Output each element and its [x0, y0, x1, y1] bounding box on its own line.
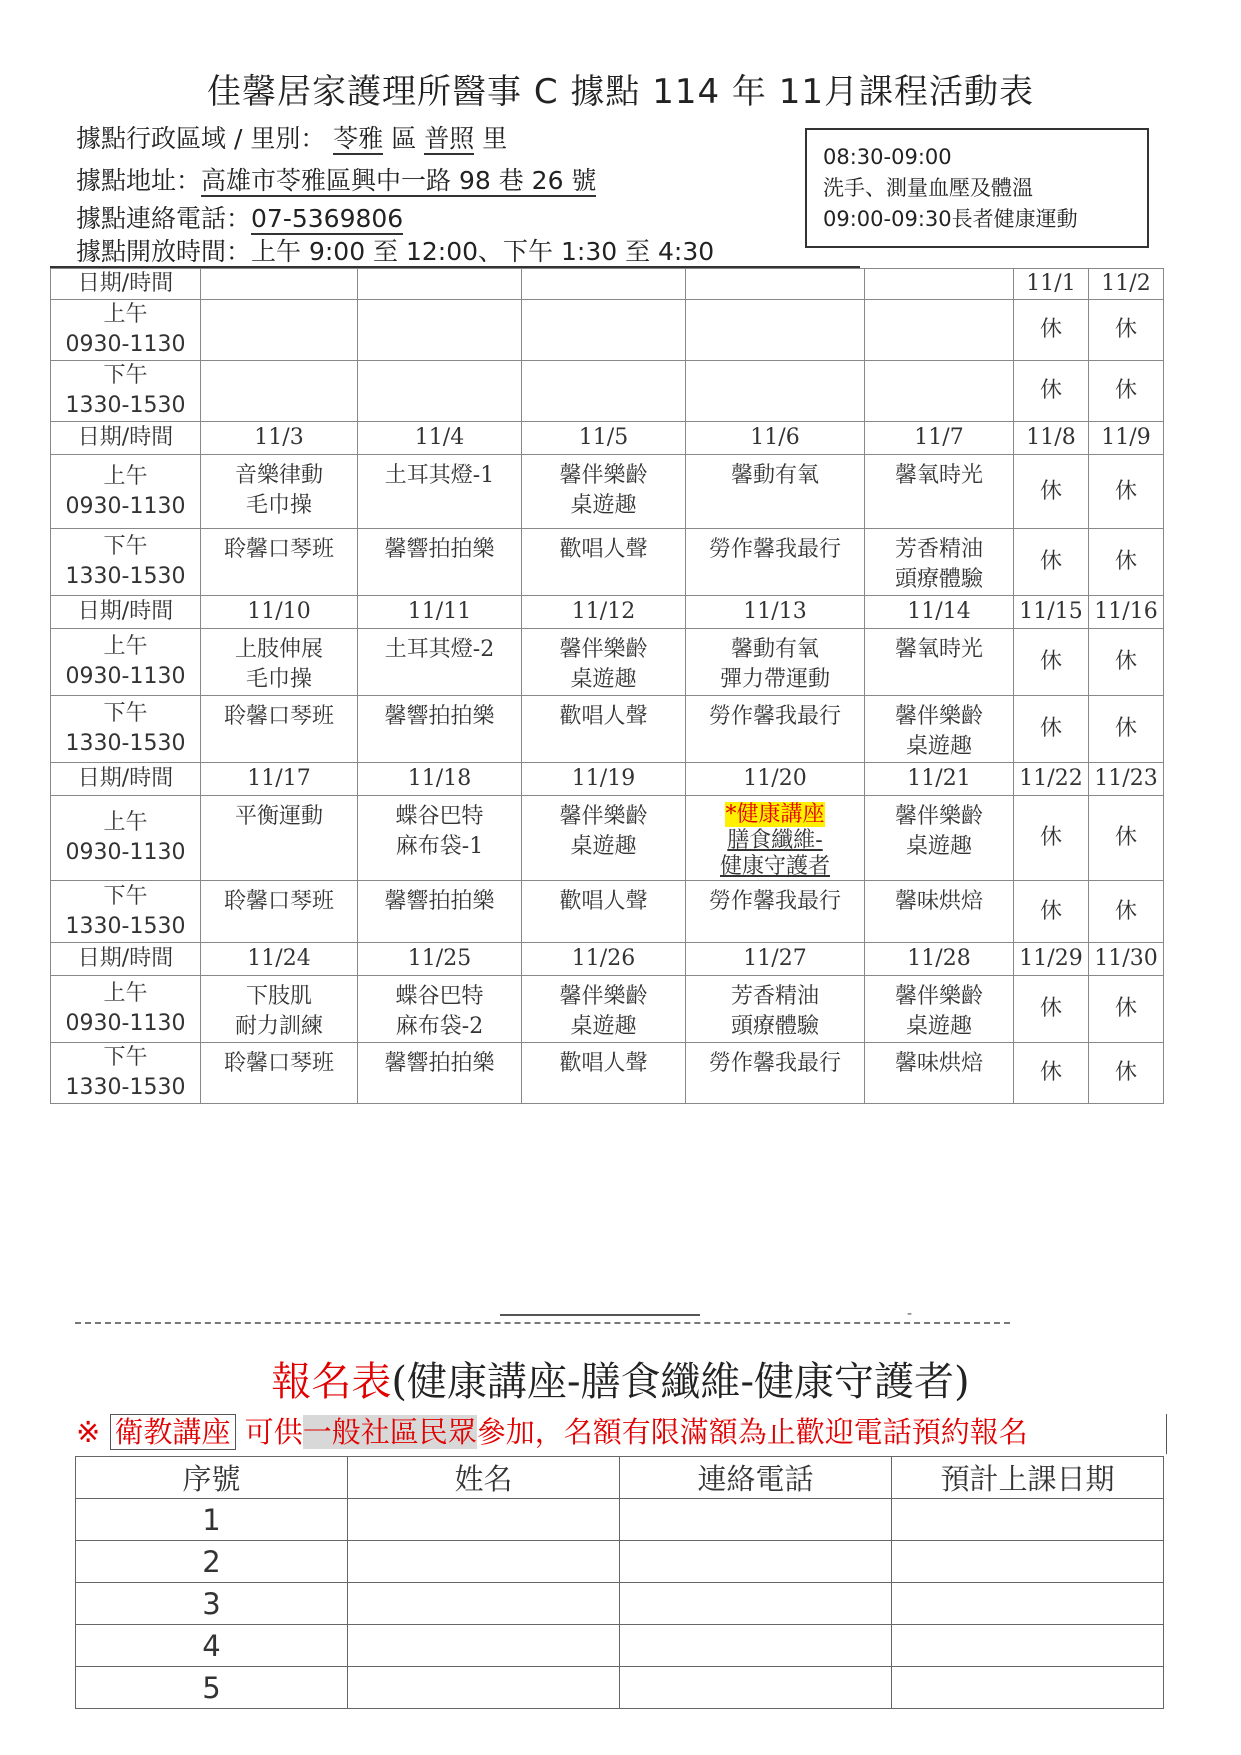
date-cell: 11/25	[358, 943, 522, 976]
activity-cell	[522, 976, 686, 1043]
am-label: 上午	[103, 810, 148, 835]
activity-cell	[686, 300, 865, 361]
activity-line: 歡唱人聲	[559, 889, 648, 914]
date-cell: 11/14	[865, 596, 1014, 629]
activity-cell	[522, 629, 686, 696]
date-cell: 11/7	[865, 422, 1014, 455]
date-cell: 11/17	[201, 763, 358, 796]
date-cell: 11/3	[201, 422, 358, 455]
form-row	[76, 1499, 1164, 1541]
date-cell: 11/4	[358, 422, 522, 455]
activity-line: 馨響拍拍樂	[384, 704, 495, 729]
form-row-number: 3	[76, 1583, 348, 1625]
activity-line: 馨味烘焙	[894, 889, 983, 914]
rest-cell: 休	[1014, 629, 1089, 696]
am-time: 0930-1130	[65, 1011, 186, 1036]
form-blank-cell[interactable]	[892, 1667, 1164, 1709]
activity-cell	[201, 976, 358, 1043]
form-title-red: 報名表	[271, 1359, 392, 1405]
rest-cell: 休	[1014, 796, 1089, 881]
form-header-cell: 連絡電話	[620, 1457, 892, 1499]
date-cell: 11/9	[1089, 422, 1164, 455]
activity-line: 馨動有氧	[730, 463, 819, 488]
activity-cell	[686, 455, 865, 529]
form-blank-cell[interactable]	[348, 1499, 620, 1541]
activity-line: 勞作馨我最行	[708, 704, 841, 729]
pm-time: 1330-1530	[65, 564, 186, 589]
activity-cell	[686, 976, 865, 1043]
date-cell: 11/5	[522, 422, 686, 455]
form-row-number: 2	[76, 1541, 348, 1583]
rest-cell: 休	[1089, 629, 1164, 696]
activity-line: 桌遊趣	[570, 834, 637, 859]
activity-cell	[865, 529, 1014, 596]
hours-value: 上午 9:00 至 12:00、下午 1:30 至 4:30	[251, 237, 715, 266]
date-row	[51, 596, 1164, 629]
activity-cell	[522, 529, 686, 596]
pm-time: 1330-1530	[65, 913, 186, 939]
activity-line: 芳香精油	[894, 537, 983, 562]
cut-line-mark	[500, 1314, 700, 1316]
phone-line	[76, 204, 403, 234]
am-label: 上午	[103, 634, 148, 659]
rest-cell: 休	[1089, 881, 1164, 943]
date-cell	[358, 269, 522, 300]
rest-cell: 休	[1014, 1043, 1089, 1104]
activity-line: 馨伴樂齡	[894, 804, 983, 829]
date-cell: 11/1	[1014, 269, 1089, 300]
rest-cell: 休	[1014, 455, 1089, 529]
activity-line: 平衡運動	[234, 804, 323, 829]
form-row	[76, 1583, 1164, 1625]
date-time-label: 日期/時間	[51, 763, 201, 796]
date-row	[51, 269, 1164, 300]
activity-cell	[865, 361, 1014, 422]
activity-cell	[201, 1043, 358, 1104]
pm-row	[51, 1043, 1164, 1104]
form-blank-cell[interactable]	[348, 1583, 620, 1625]
form-blank-cell[interactable]	[620, 1667, 892, 1709]
rest-cell: 休	[1014, 881, 1089, 943]
pm-row	[51, 361, 1164, 422]
form-blank-cell[interactable]	[892, 1625, 1164, 1667]
date-cell: 11/11	[358, 596, 522, 629]
pm-time: 1330-1530	[65, 393, 186, 418]
date-cell: 11/23	[1089, 763, 1164, 796]
hours-label: 據點開放時間：	[76, 237, 252, 266]
pm-time: 1330-1530	[65, 1075, 186, 1100]
activity-line: 頭療體驗	[730, 1014, 819, 1039]
activity-cell	[865, 881, 1014, 943]
notice-boxed: 衛教講座	[110, 1414, 236, 1450]
am-time-label	[51, 976, 201, 1043]
am-row	[51, 629, 1164, 696]
pm-label: 下午	[103, 363, 148, 388]
address-line	[76, 166, 596, 196]
routine-line-2: 洗手、測量血壓及體溫	[823, 176, 1033, 200]
activity-line: 歡唱人聲	[559, 704, 648, 729]
pm-row	[51, 696, 1164, 763]
activity-cell	[686, 696, 865, 763]
activity-cell	[686, 361, 865, 422]
activity-cell	[201, 696, 358, 763]
activity-line: 芳香精油	[730, 984, 819, 1009]
activity-cell	[358, 529, 522, 596]
date-cell: 11/27	[686, 943, 865, 976]
activity-line: 麻布袋-1	[395, 834, 484, 859]
date-time-label: 日期/時間	[51, 269, 201, 300]
form-blank-cell[interactable]	[620, 1625, 892, 1667]
activity-line: 馨味烘焙	[894, 1051, 983, 1076]
activity-line: 桌遊趣	[570, 667, 637, 692]
form-row-number: 5	[76, 1667, 348, 1709]
activity-line: 馨伴樂齡	[894, 984, 983, 1009]
am-time: 0930-1130	[65, 493, 186, 519]
area-district: 苓雅	[333, 124, 384, 153]
date-cell: 11/24	[201, 943, 358, 976]
activity-cell	[686, 629, 865, 696]
schedule-table	[50, 268, 1164, 1104]
activity-cell	[358, 629, 522, 696]
notice-text-a: 可供	[244, 1415, 303, 1449]
cut-line	[75, 1322, 1010, 1324]
am-row	[51, 796, 1164, 881]
activity-line: 桌遊趣	[570, 1014, 637, 1039]
date-row	[51, 422, 1164, 455]
special-lecture-line: 膳食纖維-	[727, 828, 823, 853]
date-cell	[201, 269, 358, 300]
activity-cell	[865, 455, 1014, 529]
activity-cell	[865, 629, 1014, 696]
date-cell: 11/16	[1089, 596, 1164, 629]
activity-line: 彈力帶運動	[719, 667, 830, 692]
activity-cell	[865, 696, 1014, 763]
pm-time-label	[51, 1043, 201, 1104]
form-row-number: 1	[76, 1499, 348, 1541]
routine-line-1: 08:30-09:00	[823, 145, 952, 169]
pm-label: 下午	[103, 1045, 148, 1070]
activity-line: 勞作馨我最行	[708, 1051, 841, 1076]
area-village: 普照	[424, 124, 475, 153]
address-label: 據點地址：	[76, 166, 202, 195]
pm-time: 1330-1530	[65, 731, 186, 756]
date-cell	[522, 269, 686, 300]
activity-line: 下肢肌	[245, 984, 312, 1009]
activity-cell	[358, 976, 522, 1043]
date-cell: 11/26	[522, 943, 686, 976]
activity-line: 勞作馨我最行	[708, 889, 841, 914]
activity-line: 馨伴樂齡	[559, 984, 648, 1009]
activity-cell	[522, 300, 686, 361]
activity-cell	[201, 300, 358, 361]
activity-cell	[358, 696, 522, 763]
activity-cell	[522, 696, 686, 763]
routine-line-3: 09:00-09:30長者健康運動	[823, 207, 1078, 231]
activity-cell	[522, 796, 686, 881]
area-line	[76, 124, 507, 154]
activity-line: 勞作馨我最行	[708, 537, 841, 562]
pm-label: 下午	[103, 534, 148, 559]
cut-line-tick: -	[907, 1306, 913, 1322]
date-time-label: 日期/時間	[51, 422, 201, 455]
activity-cell	[686, 529, 865, 596]
special-lecture-highlight: *健康講座	[725, 802, 825, 827]
rest-cell: 休	[1089, 1043, 1164, 1104]
am-label: 上午	[103, 463, 148, 489]
date-cell: 11/21	[865, 763, 1014, 796]
activity-cell	[522, 361, 686, 422]
pm-time-label	[51, 881, 201, 943]
activity-cell	[201, 881, 358, 943]
activity-cell	[358, 300, 522, 361]
activity-cell	[522, 455, 686, 529]
activity-cell	[201, 455, 358, 529]
address-value: 高雄市苓雅區興中一路 98 巷 26 號	[201, 166, 597, 195]
activity-line: 土耳其燈-2	[384, 637, 495, 662]
am-time-label	[51, 629, 201, 696]
activity-line: 桌遊趣	[905, 734, 972, 759]
form-blank-cell[interactable]	[892, 1499, 1164, 1541]
notice-grey: 一般社區民眾	[302, 1415, 477, 1449]
activity-cell	[865, 796, 1014, 881]
date-cell: 11/20	[686, 763, 865, 796]
activity-line: 馨伴樂齡	[559, 637, 648, 662]
date-cell: 11/10	[201, 596, 358, 629]
am-time-label	[51, 796, 201, 881]
rest-cell: 休	[1014, 529, 1089, 596]
date-cell	[686, 269, 865, 300]
activity-line: 馨伴樂齡	[559, 463, 648, 488]
pm-label: 下午	[103, 883, 148, 909]
activity-cell	[358, 796, 522, 881]
activity-cell	[865, 300, 1014, 361]
form-header-cell: 姓名	[348, 1457, 620, 1499]
pm-time-label	[51, 361, 201, 422]
date-cell: 11/19	[522, 763, 686, 796]
activity-cell	[358, 1043, 522, 1104]
activity-line: 蝶谷巴特	[395, 984, 484, 1009]
activity-line: 聆馨口琴班	[223, 889, 334, 914]
date-cell	[865, 269, 1014, 300]
rest-cell: 休	[1089, 455, 1164, 529]
am-time-label	[51, 455, 201, 529]
activity-line: 土耳其燈-1	[384, 463, 495, 488]
pm-row	[51, 529, 1164, 596]
activity-line: 聆馨口琴班	[223, 1051, 334, 1076]
phone-label: 據點連絡電話：	[76, 204, 252, 233]
form-blank-cell[interactable]	[892, 1541, 1164, 1583]
activity-cell	[201, 361, 358, 422]
activity-cell	[358, 361, 522, 422]
date-time-label: 日期/時間	[51, 596, 201, 629]
activity-line: 蝶谷巴特	[395, 804, 484, 829]
rest-cell: 休	[1089, 696, 1164, 763]
date-cell: 11/8	[1014, 422, 1089, 455]
rest-cell: 休	[1089, 529, 1164, 596]
activity-line: 桌遊趣	[905, 1014, 972, 1039]
activity-cell	[865, 976, 1014, 1043]
rest-cell: 休	[1089, 361, 1164, 422]
form-header-cell: 序號	[76, 1457, 348, 1499]
am-time-label	[51, 300, 201, 361]
activity-line: 耐力訓練	[234, 1014, 323, 1039]
am-row	[51, 300, 1164, 361]
am-time: 0930-1130	[65, 332, 186, 357]
hours-line	[76, 237, 714, 267]
activity-line: 毛巾操	[245, 667, 312, 692]
rest-cell: 休	[1014, 300, 1089, 361]
am-label: 上午	[103, 302, 148, 327]
notice-mark: ※	[76, 1415, 101, 1449]
activity-line: 桌遊趣	[570, 493, 637, 518]
form-title-rest: (健康講座-膳食纖維-健康守護者)	[391, 1359, 970, 1405]
rest-cell: 休	[1014, 696, 1089, 763]
rest-cell: 休	[1089, 300, 1164, 361]
activity-line: 馨伴樂齡	[559, 804, 648, 829]
area-village-suffix: 里	[482, 124, 508, 153]
page-title: 佳馨居家護理所醫事 C 據點 114 年 11月課程活動表	[207, 72, 1034, 112]
activity-cell	[201, 629, 358, 696]
pm-label: 下午	[103, 701, 148, 726]
activity-line: 麻布袋-2	[395, 1014, 484, 1039]
activity-cell	[358, 455, 522, 529]
am-time: 0930-1130	[65, 664, 186, 689]
activity-line: 馨動有氧	[730, 637, 819, 662]
date-cell: 11/13	[686, 596, 865, 629]
activity-cell	[201, 796, 358, 881]
rest-cell: 休	[1014, 361, 1089, 422]
form-header-row	[76, 1457, 1164, 1499]
form-row	[76, 1667, 1164, 1709]
date-cell: 11/18	[358, 763, 522, 796]
activity-line: 上肢伸展	[234, 637, 323, 662]
phone-value: 07-5369806	[251, 204, 404, 233]
am-time: 0930-1130	[65, 840, 186, 865]
form-blank-cell[interactable]	[348, 1625, 620, 1667]
activity-line: 桌遊趣	[905, 834, 972, 859]
form-header-cell: 預計上課日期	[892, 1457, 1164, 1499]
activity-line: 歡唱人聲	[559, 537, 648, 562]
form-row-number: 4	[76, 1625, 348, 1667]
form-blank-cell[interactable]	[348, 1667, 620, 1709]
activity-cell	[865, 1043, 1014, 1104]
am-row	[51, 976, 1164, 1043]
rest-cell: 休	[1089, 796, 1164, 881]
rest-cell: 休	[1089, 976, 1164, 1043]
date-cell: 11/2	[1089, 269, 1164, 300]
activity-line: 馨響拍拍樂	[384, 1051, 495, 1076]
pm-time-label	[51, 696, 201, 763]
form-blank-cell[interactable]	[348, 1541, 620, 1583]
form-notice	[76, 1410, 1028, 1454]
activity-line: 毛巾操	[245, 493, 312, 518]
form-row	[76, 1625, 1164, 1667]
date-row	[51, 943, 1164, 976]
date-cell: 11/28	[865, 943, 1014, 976]
activity-cell	[522, 1043, 686, 1104]
am-row	[51, 455, 1164, 529]
date-cell: 11/22	[1014, 763, 1089, 796]
date-cell: 11/12	[522, 596, 686, 629]
date-row	[51, 763, 1164, 796]
date-cell: 11/29	[1014, 943, 1089, 976]
activity-line: 歡唱人聲	[559, 1051, 648, 1076]
activity-cell	[201, 529, 358, 596]
activity-cell	[522, 881, 686, 943]
area-district-suffix: 區	[391, 124, 417, 153]
form-blank-cell[interactable]	[892, 1583, 1164, 1625]
activity-line: 馨氧時光	[894, 463, 983, 488]
date-time-label: 日期/時間	[51, 943, 201, 976]
pm-row	[51, 881, 1164, 943]
activity-line: 馨響拍拍樂	[384, 537, 495, 562]
special-lecture-title	[686, 802, 864, 828]
activity-line: 馨響拍拍樂	[384, 889, 495, 914]
am-label: 上午	[103, 981, 148, 1006]
form-blank-cell[interactable]	[620, 1499, 892, 1541]
date-cell: 11/30	[1089, 943, 1164, 976]
form-title	[0, 1350, 1241, 1407]
activity-line: 音樂律動	[234, 463, 323, 488]
activity-line: 聆馨口琴班	[223, 537, 334, 562]
daily-routine-box	[805, 128, 1149, 248]
rest-cell: 休	[1014, 976, 1089, 1043]
notice-text-b: 參加，名額有限滿額為止歡迎電話預約報名	[476, 1415, 1028, 1449]
activity-line: 聆馨口琴班	[223, 704, 334, 729]
form-blank-cell[interactable]	[620, 1583, 892, 1625]
activity-line: 馨氧時光	[894, 637, 983, 662]
activity-line: 頭療體驗	[894, 567, 983, 592]
special-lecture-line: 健康守護者	[719, 854, 830, 879]
area-label: 據點行政區域 / 里別：	[76, 124, 326, 153]
notice-right-rule	[1166, 1414, 1167, 1454]
registration-form-table	[75, 1456, 1164, 1709]
form-row	[76, 1541, 1164, 1583]
date-cell: 11/6	[686, 422, 865, 455]
form-blank-cell[interactable]	[620, 1541, 892, 1583]
activity-cell	[686, 1043, 865, 1104]
activity-cell	[686, 796, 865, 881]
activity-line: 馨伴樂齡	[894, 704, 983, 729]
activity-cell	[686, 881, 865, 943]
activity-cell	[358, 881, 522, 943]
date-cell: 11/15	[1014, 596, 1089, 629]
pm-time-label	[51, 529, 201, 596]
